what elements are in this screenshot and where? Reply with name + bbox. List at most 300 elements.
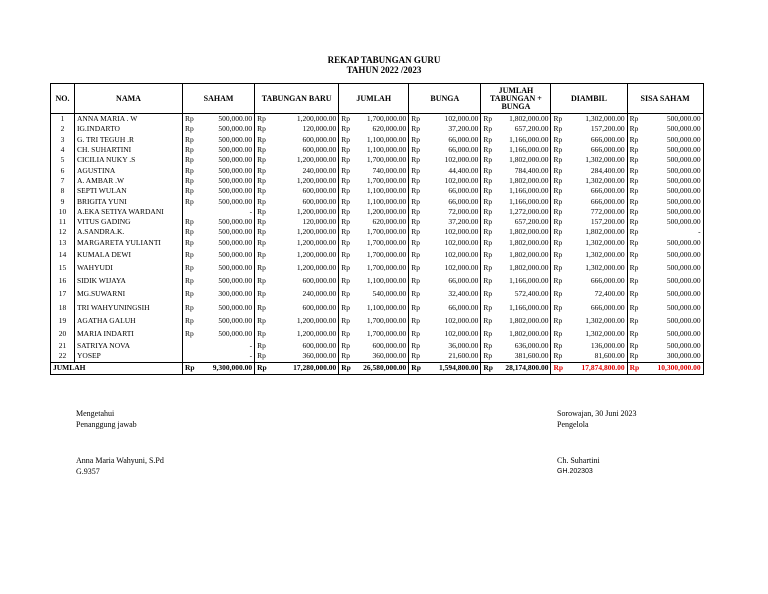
header-no: NO. xyxy=(51,84,75,114)
cell-no: 18 xyxy=(51,301,75,314)
cell-sisa-saham: 500,000.00 xyxy=(641,186,703,196)
cell-saham: 500,000.00 xyxy=(197,314,255,327)
cell-saham: 500,000.00 xyxy=(197,261,255,274)
report-title: REKAP TABUNGAN GURU xyxy=(327,55,441,65)
total-jumlah-tabungan-bunga: 28,174,800.00 xyxy=(495,362,551,374)
cell-no: 22 xyxy=(51,351,75,362)
cell-no: 9 xyxy=(51,196,75,206)
cell-jt-currency: Rp xyxy=(481,165,495,175)
cell-diambil: 772,000.00 xyxy=(565,207,627,217)
cell-saham: 500,000.00 xyxy=(197,145,255,155)
cell-saham-currency: Rp xyxy=(183,288,197,301)
cell-jumlah: 1,700,000.00 xyxy=(353,238,409,248)
cell-tabungan-currency: Rp xyxy=(255,301,269,314)
cell-bunga: 102,000.00 xyxy=(423,238,481,248)
cell-diambil: 72,400.00 xyxy=(565,288,627,301)
cell-saham-currency: Rp xyxy=(183,155,197,165)
cell-bunga: 72,000.00 xyxy=(423,207,481,217)
cell-bunga: 102,000.00 xyxy=(423,261,481,274)
cell-diambil: 1,302,000.00 xyxy=(565,314,627,327)
cell-jumlah-tabungan-bunga: 1,166,000.00 xyxy=(495,186,551,196)
cell-diambil-currency: Rp xyxy=(551,186,565,196)
cell-tabungan-currency: Rp xyxy=(255,135,269,145)
cell-tabungan-baru: 1,200,000.00 xyxy=(269,261,339,274)
cell-sisa-saham: - xyxy=(641,227,703,237)
cell-jumlah: 1,100,000.00 xyxy=(353,301,409,314)
total-saham: 9,300,000.00 xyxy=(197,362,255,374)
signature-right-name-block xyxy=(557,455,600,477)
cell-diambil: 666,000.00 xyxy=(565,196,627,206)
cell-nama: CICILIA NUKY .S xyxy=(75,155,183,165)
cell-bunga-currency: Rp xyxy=(409,301,423,314)
cell-diambil: 81,600.00 xyxy=(565,351,627,362)
cell-sisa-currency: Rp xyxy=(627,248,641,261)
cell-nama: AGATHA GALUH xyxy=(75,314,183,327)
cell-tabungan-currency: Rp xyxy=(255,176,269,186)
cell-jumlah-tabungan-bunga: 381,600.00 xyxy=(495,351,551,362)
signature-right-id: GH.202303 xyxy=(557,468,593,475)
cell-sisa-currency: Rp xyxy=(627,124,641,134)
cell-sisa-currency: Rp xyxy=(627,207,641,217)
cell-diambil-currency: Rp xyxy=(551,207,565,217)
cell-saham: 500,000.00 xyxy=(197,217,255,227)
cell-diambil-currency: Rp xyxy=(551,301,565,314)
cell-bunga-currency: Rp xyxy=(409,135,423,145)
cell-jumlah: 1,700,000.00 xyxy=(353,176,409,186)
cell-jumlah: 620,000.00 xyxy=(353,124,409,134)
cell-tabungan-currency: Rp xyxy=(255,238,269,248)
cell-jt-currency: Rp xyxy=(481,328,495,341)
cell-jumlah-tabungan-bunga: 1,802,000.00 xyxy=(495,238,551,248)
cell-saham: - xyxy=(197,351,255,362)
cell-jumlah: 1,100,000.00 xyxy=(353,135,409,145)
cell-saham-currency: Rp xyxy=(183,301,197,314)
total-sisa-currency: Rp xyxy=(627,362,641,374)
cell-nama: TRI WAHYUNINGSIH xyxy=(75,301,183,314)
cell-bunga: 102,000.00 xyxy=(423,328,481,341)
cell-tabungan-baru: 120,000.00 xyxy=(269,217,339,227)
cell-saham: 500,000.00 xyxy=(197,227,255,237)
cell-saham-currency: Rp xyxy=(183,274,197,287)
cell-sisa-saham: 500,000.00 xyxy=(641,135,703,145)
cell-tabungan-currency: Rp xyxy=(255,186,269,196)
cell-jumlah: 620,000.00 xyxy=(353,217,409,227)
cell-sisa-saham: 500,000.00 xyxy=(641,155,703,165)
cell-nama: MARGARETA YULIANTI xyxy=(75,238,183,248)
cell-diambil: 1,302,000.00 xyxy=(565,328,627,341)
cell-saham: 500,000.00 xyxy=(197,165,255,175)
cell-saham-currency: Rp xyxy=(183,238,197,248)
table-row xyxy=(51,135,704,145)
cell-tabungan-currency: Rp xyxy=(255,124,269,134)
table-row xyxy=(51,207,704,217)
table-row xyxy=(51,124,704,134)
cell-tabungan-baru: 120,000.00 xyxy=(269,124,339,134)
cell-tabungan-currency: Rp xyxy=(255,165,269,175)
total-jumlah: 26,580,000.00 xyxy=(353,362,409,374)
table-row xyxy=(51,341,704,351)
cell-no: 1 xyxy=(51,114,75,125)
cell-jumlah-tabungan-bunga: 1,166,000.00 xyxy=(495,145,551,155)
cell-tabungan-currency: Rp xyxy=(255,261,269,274)
header-sisa-saham: SISA SAHAM xyxy=(627,84,703,114)
cell-diambil-currency: Rp xyxy=(551,274,565,287)
cell-diambil-currency: Rp xyxy=(551,135,565,145)
cell-tabungan-baru: 600,000.00 xyxy=(269,135,339,145)
cell-jumlah: 1,700,000.00 xyxy=(353,248,409,261)
cell-jumlah-tabungan-bunga: 1,802,000.00 xyxy=(495,155,551,165)
cell-nama: G. TRI TEGUH .R xyxy=(75,135,183,145)
cell-jumlah: 1,700,000.00 xyxy=(353,114,409,125)
cell-bunga-currency: Rp xyxy=(409,124,423,134)
cell-sisa-currency: Rp xyxy=(627,341,641,351)
cell-saham-currency: Rp xyxy=(183,176,197,186)
cell-bunga-currency: Rp xyxy=(409,114,423,125)
cell-no: 2 xyxy=(51,124,75,134)
cell-diambil-currency: Rp xyxy=(551,288,565,301)
table-row xyxy=(51,227,704,237)
cell-tabungan-baru: 600,000.00 xyxy=(269,196,339,206)
cell-sisa-saham: 500,000.00 xyxy=(641,341,703,351)
cell-saham-currency: Rp xyxy=(183,114,197,125)
cell-sisa-currency: Rp xyxy=(627,227,641,237)
cell-jt-currency: Rp xyxy=(481,261,495,274)
total-jt-currency: Rp xyxy=(481,362,495,374)
cell-nama: SATRIYA NOVA xyxy=(75,341,183,351)
cell-bunga-currency: Rp xyxy=(409,328,423,341)
cell-tabungan-baru: 1,200,000.00 xyxy=(269,155,339,165)
cell-saham-currency xyxy=(183,351,197,362)
table-row xyxy=(51,301,704,314)
cell-jt-currency: Rp xyxy=(481,227,495,237)
cell-jumlah-currency: Rp xyxy=(339,145,353,155)
cell-jt-currency: Rp xyxy=(481,207,495,217)
cell-sisa-saham: 500,000.00 xyxy=(641,217,703,227)
cell-sisa-currency: Rp xyxy=(627,155,641,165)
table-row xyxy=(51,155,704,165)
cell-nama: YOSEP xyxy=(75,351,183,362)
cell-no: 11 xyxy=(51,217,75,227)
cell-bunga-currency: Rp xyxy=(409,227,423,237)
cell-tabungan-baru: 240,000.00 xyxy=(269,165,339,175)
cell-diambil-currency: Rp xyxy=(551,196,565,206)
cell-jumlah-tabungan-bunga: 1,272,000.00 xyxy=(495,207,551,217)
cell-jumlah-currency: Rp xyxy=(339,274,353,287)
cell-no: 3 xyxy=(51,135,75,145)
cell-jt-currency: Rp xyxy=(481,314,495,327)
cell-tabungan-baru: 600,000.00 xyxy=(269,145,339,155)
cell-jumlah-tabungan-bunga: 1,802,000.00 xyxy=(495,248,551,261)
cell-jumlah-currency: Rp xyxy=(339,301,353,314)
cell-diambil-currency: Rp xyxy=(551,165,565,175)
savings-table xyxy=(50,83,704,375)
cell-saham-currency: Rp xyxy=(183,261,197,274)
cell-bunga-currency: Rp xyxy=(409,186,423,196)
cell-saham: 500,000.00 xyxy=(197,301,255,314)
cell-jumlah-tabungan-bunga: 1,802,000.00 xyxy=(495,328,551,341)
cell-saham: - xyxy=(197,341,255,351)
cell-diambil: 157,200.00 xyxy=(565,217,627,227)
cell-jumlah-tabungan-bunga: 1,166,000.00 xyxy=(495,135,551,145)
cell-sisa-currency: Rp xyxy=(627,114,641,125)
cell-nama: VITUS GADING xyxy=(75,217,183,227)
total-diambil-currency: Rp xyxy=(551,362,565,374)
cell-jumlah-tabungan-bunga: 1,166,000.00 xyxy=(495,301,551,314)
cell-saham-currency: Rp xyxy=(183,314,197,327)
cell-jumlah-currency: Rp xyxy=(339,217,353,227)
cell-saham: 500,000.00 xyxy=(197,248,255,261)
cell-nama: SIDIK WIJAYA xyxy=(75,274,183,287)
cell-bunga: 36,000.00 xyxy=(423,341,481,351)
cell-bunga: 66,000.00 xyxy=(423,145,481,155)
cell-jumlah-currency: Rp xyxy=(339,165,353,175)
cell-saham-currency: Rp xyxy=(183,328,197,341)
cell-jumlah-tabungan-bunga: 1,802,000.00 xyxy=(495,176,551,186)
cell-jt-currency: Rp xyxy=(481,274,495,287)
cell-bunga-currency: Rp xyxy=(409,165,423,175)
table-row xyxy=(51,288,704,301)
cell-sisa-saham: 500,000.00 xyxy=(641,274,703,287)
cell-saham: 500,000.00 xyxy=(197,238,255,248)
cell-jumlah-currency: Rp xyxy=(339,114,353,125)
table-row xyxy=(51,165,704,175)
cell-bunga-currency: Rp xyxy=(409,351,423,362)
cell-no: 13 xyxy=(51,238,75,248)
cell-sisa-saham: 500,000.00 xyxy=(641,165,703,175)
total-tabungan-currency: Rp xyxy=(255,362,269,374)
cell-sisa-saham: 500,000.00 xyxy=(641,124,703,134)
cell-sisa-saham: 500,000.00 xyxy=(641,207,703,217)
cell-diambil: 1,302,000.00 xyxy=(565,176,627,186)
cell-jumlah: 1,100,000.00 xyxy=(353,145,409,155)
cell-sisa-saham: 500,000.00 xyxy=(641,301,703,314)
cell-diambil-currency: Rp xyxy=(551,124,565,134)
table-row xyxy=(51,274,704,287)
cell-diambil-currency: Rp xyxy=(551,217,565,227)
cell-sisa-currency: Rp xyxy=(627,351,641,362)
cell-jumlah: 1,700,000.00 xyxy=(353,261,409,274)
cell-no: 10 xyxy=(51,207,75,217)
cell-bunga-currency: Rp xyxy=(409,196,423,206)
total-saham-currency: Rp xyxy=(183,362,197,374)
cell-diambil-currency: Rp xyxy=(551,238,565,248)
cell-jt-currency: Rp xyxy=(481,145,495,155)
cell-jumlah: 1,200,000.00 xyxy=(353,207,409,217)
cell-jumlah-currency: Rp xyxy=(339,207,353,217)
cell-sisa-currency: Rp xyxy=(627,261,641,274)
cell-nama: SEPTI WULAN xyxy=(75,186,183,196)
cell-no: 19 xyxy=(51,314,75,327)
cell-jt-currency: Rp xyxy=(481,248,495,261)
cell-saham: 500,000.00 xyxy=(197,155,255,165)
signature-left-name-block xyxy=(76,455,164,477)
cell-jumlah: 600,000.00 xyxy=(353,341,409,351)
cell-bunga: 102,000.00 xyxy=(423,314,481,327)
signature-left-line2: Penanggung jawab xyxy=(76,420,137,429)
cell-diambil-currency: Rp xyxy=(551,328,565,341)
cell-sisa-currency: Rp xyxy=(627,176,641,186)
cell-tabungan-baru: 1,200,000.00 xyxy=(269,207,339,217)
cell-saham-currency: Rp xyxy=(183,124,197,134)
cell-diambil: 666,000.00 xyxy=(565,145,627,155)
cell-diambil: 666,000.00 xyxy=(565,301,627,314)
cell-saham-currency: Rp xyxy=(183,135,197,145)
cell-tabungan-currency: Rp xyxy=(255,248,269,261)
cell-bunga-currency: Rp xyxy=(409,155,423,165)
cell-bunga: 21,600.00 xyxy=(423,351,481,362)
table-row xyxy=(51,351,704,362)
cell-diambil: 666,000.00 xyxy=(565,135,627,145)
cell-saham: 300,000.00 xyxy=(197,288,255,301)
cell-jumlah-currency: Rp xyxy=(339,351,353,362)
cell-saham: 500,000.00 xyxy=(197,328,255,341)
table-row xyxy=(51,176,704,186)
cell-jt-currency: Rp xyxy=(481,196,495,206)
cell-sisa-saham: 500,000.00 xyxy=(641,145,703,155)
cell-jumlah: 1,100,000.00 xyxy=(353,274,409,287)
cell-bunga: 66,000.00 xyxy=(423,135,481,145)
cell-sisa-saham: 500,000.00 xyxy=(641,314,703,327)
cell-diambil-currency: Rp xyxy=(551,114,565,125)
cell-diambil: 157,200.00 xyxy=(565,124,627,134)
cell-jumlah-currency: Rp xyxy=(339,341,353,351)
cell-no: 16 xyxy=(51,274,75,287)
cell-sisa-currency: Rp xyxy=(627,238,641,248)
cell-nama: A. AMBAR .W xyxy=(75,176,183,186)
cell-saham-currency xyxy=(183,341,197,351)
cell-jumlah-tabungan-bunga: 657,200.00 xyxy=(495,124,551,134)
cell-bunga: 44,400.00 xyxy=(423,165,481,175)
cell-sisa-saham: 500,000.00 xyxy=(641,248,703,261)
cell-jumlah-currency: Rp xyxy=(339,135,353,145)
cell-saham: 500,000.00 xyxy=(197,135,255,145)
cell-jumlah-currency: Rp xyxy=(339,261,353,274)
cell-no: 4 xyxy=(51,145,75,155)
cell-jt-currency: Rp xyxy=(481,176,495,186)
cell-tabungan-baru: 1,200,000.00 xyxy=(269,238,339,248)
cell-bunga: 37,200.00 xyxy=(423,124,481,134)
cell-saham-currency xyxy=(183,207,197,217)
cell-bunga: 102,000.00 xyxy=(423,114,481,125)
cell-bunga-currency: Rp xyxy=(409,145,423,155)
cell-nama: WAHYUDI xyxy=(75,261,183,274)
cell-bunga-currency: Rp xyxy=(409,176,423,186)
cell-saham-currency: Rp xyxy=(183,165,197,175)
cell-tabungan-baru: 1,200,000.00 xyxy=(269,114,339,125)
cell-jumlah-currency: Rp xyxy=(339,238,353,248)
cell-tabungan-currency: Rp xyxy=(255,351,269,362)
cell-sisa-saham: 300,000.00 xyxy=(641,351,703,362)
cell-nama: IG.INDARTO xyxy=(75,124,183,134)
cell-saham-currency: Rp xyxy=(183,186,197,196)
cell-tabungan-currency: Rp xyxy=(255,341,269,351)
cell-nama: ANNA MARIA . W xyxy=(75,114,183,125)
cell-bunga: 66,000.00 xyxy=(423,196,481,206)
table-row xyxy=(51,196,704,206)
cell-nama: A.EKA SETIYA WARDANI xyxy=(75,207,183,217)
cell-sisa-currency: Rp xyxy=(627,217,641,227)
cell-bunga-currency: Rp xyxy=(409,248,423,261)
report-subtitle: TAHUN 2022 /2023 xyxy=(346,65,422,75)
header-bunga: BUNGA xyxy=(409,84,481,114)
cell-sisa-currency: Rp xyxy=(627,301,641,314)
total-bunga: 1,594,800.00 xyxy=(423,362,481,374)
cell-saham-currency: Rp xyxy=(183,145,197,155)
cell-bunga: 102,000.00 xyxy=(423,176,481,186)
total-tabungan-baru: 17,280,000.00 xyxy=(269,362,339,374)
cell-sisa-currency: Rp xyxy=(627,196,641,206)
cell-tabungan-baru: 1,200,000.00 xyxy=(269,176,339,186)
total-bunga-currency: Rp xyxy=(409,362,423,374)
signature-right-name: Ch. Suhartini xyxy=(557,456,600,465)
cell-bunga: 32,400.00 xyxy=(423,288,481,301)
cell-jt-currency: Rp xyxy=(481,135,495,145)
cell-sisa-saham: 500,000.00 xyxy=(641,288,703,301)
cell-jt-currency: Rp xyxy=(481,114,495,125)
cell-bunga-currency: Rp xyxy=(409,207,423,217)
cell-nama: BRIGITA YUNI xyxy=(75,196,183,206)
cell-diambil: 1,302,000.00 xyxy=(565,114,627,125)
cell-no: 20 xyxy=(51,328,75,341)
cell-sisa-currency: Rp xyxy=(627,186,641,196)
cell-bunga-currency: Rp xyxy=(409,288,423,301)
cell-nama: A.SANDRA.K. xyxy=(75,227,183,237)
cell-jumlah-tabungan-bunga: 1,166,000.00 xyxy=(495,274,551,287)
signature-left-line1: Mengetahui xyxy=(76,409,115,418)
cell-jumlah: 1,700,000.00 xyxy=(353,328,409,341)
cell-saham: - xyxy=(197,207,255,217)
cell-no: 5 xyxy=(51,155,75,165)
cell-jt-currency: Rp xyxy=(481,155,495,165)
table-row xyxy=(51,314,704,327)
cell-saham: 500,000.00 xyxy=(197,114,255,125)
total-sisa-saham: 10,300,000.00 xyxy=(641,362,703,374)
cell-diambil-currency: Rp xyxy=(551,248,565,261)
cell-saham-currency: Rp xyxy=(183,196,197,206)
cell-nama: AGUSTINA xyxy=(75,165,183,175)
cell-diambil: 666,000.00 xyxy=(565,274,627,287)
cell-no: 12 xyxy=(51,227,75,237)
cell-sisa-saham: 500,000.00 xyxy=(641,238,703,248)
cell-saham: 500,000.00 xyxy=(197,176,255,186)
signature-right-line2: Pengelola xyxy=(557,420,589,429)
signature-left-block xyxy=(76,408,137,430)
cell-sisa-currency: Rp xyxy=(627,314,641,327)
cell-bunga: 102,000.00 xyxy=(423,248,481,261)
cell-diambil-currency: Rp xyxy=(551,227,565,237)
table-row xyxy=(51,248,704,261)
cell-no: 7 xyxy=(51,176,75,186)
cell-jumlah-currency: Rp xyxy=(339,196,353,206)
cell-jumlah-tabungan-bunga: 784,400.00 xyxy=(495,165,551,175)
cell-diambil-currency: Rp xyxy=(551,261,565,274)
cell-no: 8 xyxy=(51,186,75,196)
cell-no: 14 xyxy=(51,248,75,261)
cell-bunga: 66,000.00 xyxy=(423,186,481,196)
table-row xyxy=(51,261,704,274)
cell-jumlah: 1,700,000.00 xyxy=(353,314,409,327)
cell-tabungan-currency: Rp xyxy=(255,207,269,217)
table-row xyxy=(51,217,704,227)
cell-jumlah-tabungan-bunga: 1,166,000.00 xyxy=(495,196,551,206)
cell-sisa-currency: Rp xyxy=(627,328,641,341)
cell-saham-currency: Rp xyxy=(183,217,197,227)
signature-right-line1: Sorowajan, 30 Juni 2023 xyxy=(557,409,637,418)
cell-bunga: 37,200.00 xyxy=(423,217,481,227)
header-nama: NAMA xyxy=(75,84,183,114)
cell-jumlah-tabungan-bunga: 1,802,000.00 xyxy=(495,314,551,327)
cell-jumlah-tabungan-bunga: 1,802,000.00 xyxy=(495,261,551,274)
